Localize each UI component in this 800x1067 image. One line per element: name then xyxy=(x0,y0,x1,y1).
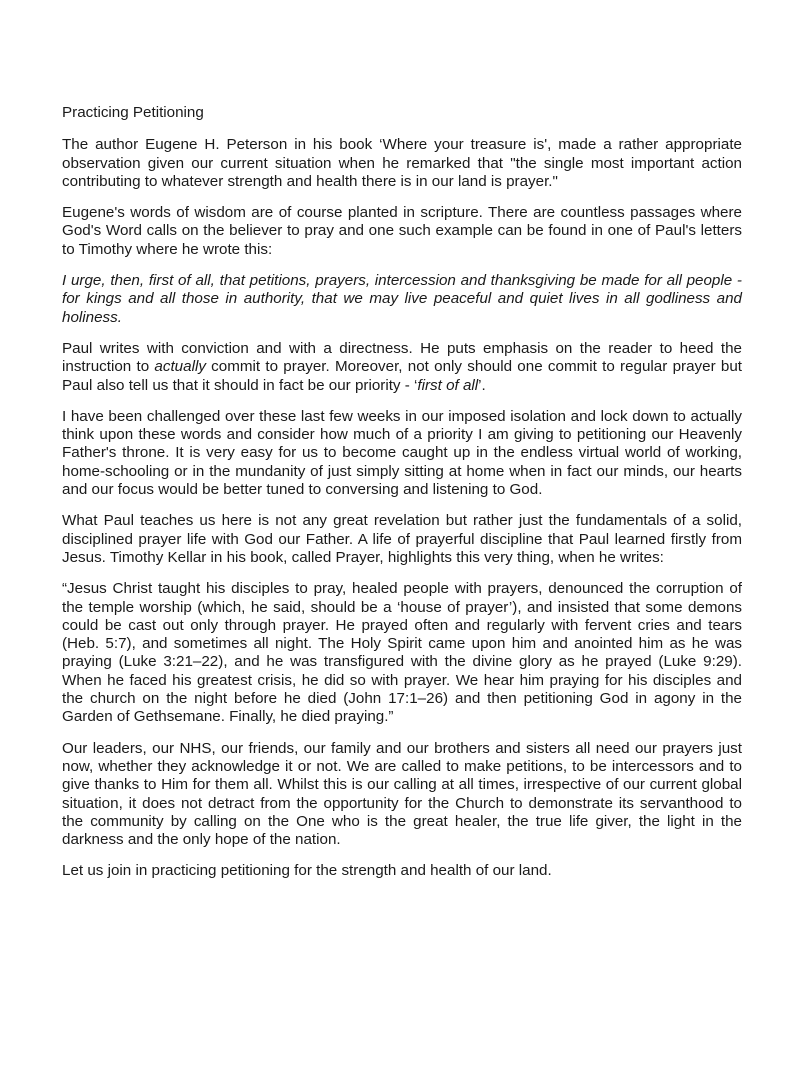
paragraph-text: ’. xyxy=(478,376,486,394)
document-title: Practicing Petitioning xyxy=(62,104,204,121)
paragraph-paul-teaches xyxy=(62,512,742,567)
paragraph-text: I urge, then, first of all, that petitions, prayers, intercession and thanksgiving be made for all people - for kings and all those in authority, that we may live peaceful and quiet lives in all godliness and holiness. xyxy=(62,272,742,326)
emphasis-text: actually xyxy=(154,358,206,376)
paragraph-paul-conviction xyxy=(62,340,742,395)
paragraph-text: The author Eugene H. Peterson in his book ‘Where your treasure is', made a rather appropriate observation given our current situation when he remarked that "the single most important action contributing to whatever strength and health there is in our land is prayer." xyxy=(62,136,742,190)
paragraph-our-leaders xyxy=(62,740,742,850)
paragraph-text: Our leaders, our NHS, our friends, our family and our brothers and sisters all need our prayers just now, whether they acknowledge it or not. We are called to make petitions, to be intercessors and to give thanks to Him for them all. Whilst this is our calling at all times, irrespective of our current global situation, it does not detract from the opportunity for the Church to demonstrate its servanthood to the community by calling on the One who is the great healer, the true life giver, the light in the darkness and the only hope of the nation. xyxy=(62,739,742,849)
paragraph-text: Eugene's words of wisdom are of course planted in scripture. There are countless passages where God's Word calls on the believer to pray and one such example can be found in one of Paul's letters to Timothy where he wrote this: xyxy=(62,204,742,258)
paragraph-kellar-quote xyxy=(62,580,742,726)
paragraph-peterson-quote xyxy=(62,136,742,191)
paragraph-text: I have been challenged over these last few weeks in our imposed isolation and lock down to actually think upon these words and consider how much of a priority I am giving to petitioning our Heavenly Father's throne. It is very easy for us to become caught up in the endless virtual world of working, home-schooling or in the mundanity of just simply sitting at home when in fact our minds, our hearts and our focus would be better tuned to conversing and listening to God. xyxy=(62,407,742,499)
document-page xyxy=(62,104,742,894)
paragraph-closing xyxy=(62,862,742,880)
paragraph-text: Paul writes with conviction and with a directness. He puts emphasis on the reader to heed the instruction to xyxy=(62,339,742,376)
paragraph-text: “Jesus Christ taught his disciples to pray, healed people with prayers, denounced the corruption of the temple worship (which, he said, should be a ‘house of prayer’), and insisted that some demons could be cast out only through prayer. He prayed often and regularly with fervent cries and tears (Heb. 5:7), and sometimes all night. The Holy Spirit came upon him and anointed him as he was praying (Luke 3:21–22), and he was transfigured with the divine glory as he prayed (Luke 9:29). When he faced his greatest crisis, he did so with prayer. We hear him praying for his disciples and the church on the night before he died (John 17:1–26) and then petitioning God in agony in the Garden of Gethsemane. Finally, he died praying.” xyxy=(62,580,742,726)
emphasis-text: first of all xyxy=(417,376,479,394)
paragraph-text: commit to prayer. Moreover, not only should one commit to regular prayer but Paul also tell us that it should in fact be our priority - ‘ xyxy=(62,358,742,394)
paragraph-scripture-quote xyxy=(62,272,742,327)
paragraph-text: Let us join in practicing petitioning for the strength and health of our land. xyxy=(62,862,552,880)
paragraph-text: What Paul teaches us here is not any great revelation but rather just the fundamentals of a solid, disciplined prayer life with God our Father. A life of prayerful discipline that Paul learned firstly from Jesus. Timothy Kellar in his book, called Prayer, highlights this very thing, when he writes: xyxy=(62,512,742,566)
paragraph-scripture-intro xyxy=(62,204,742,259)
paragraph-challenged xyxy=(62,408,742,499)
